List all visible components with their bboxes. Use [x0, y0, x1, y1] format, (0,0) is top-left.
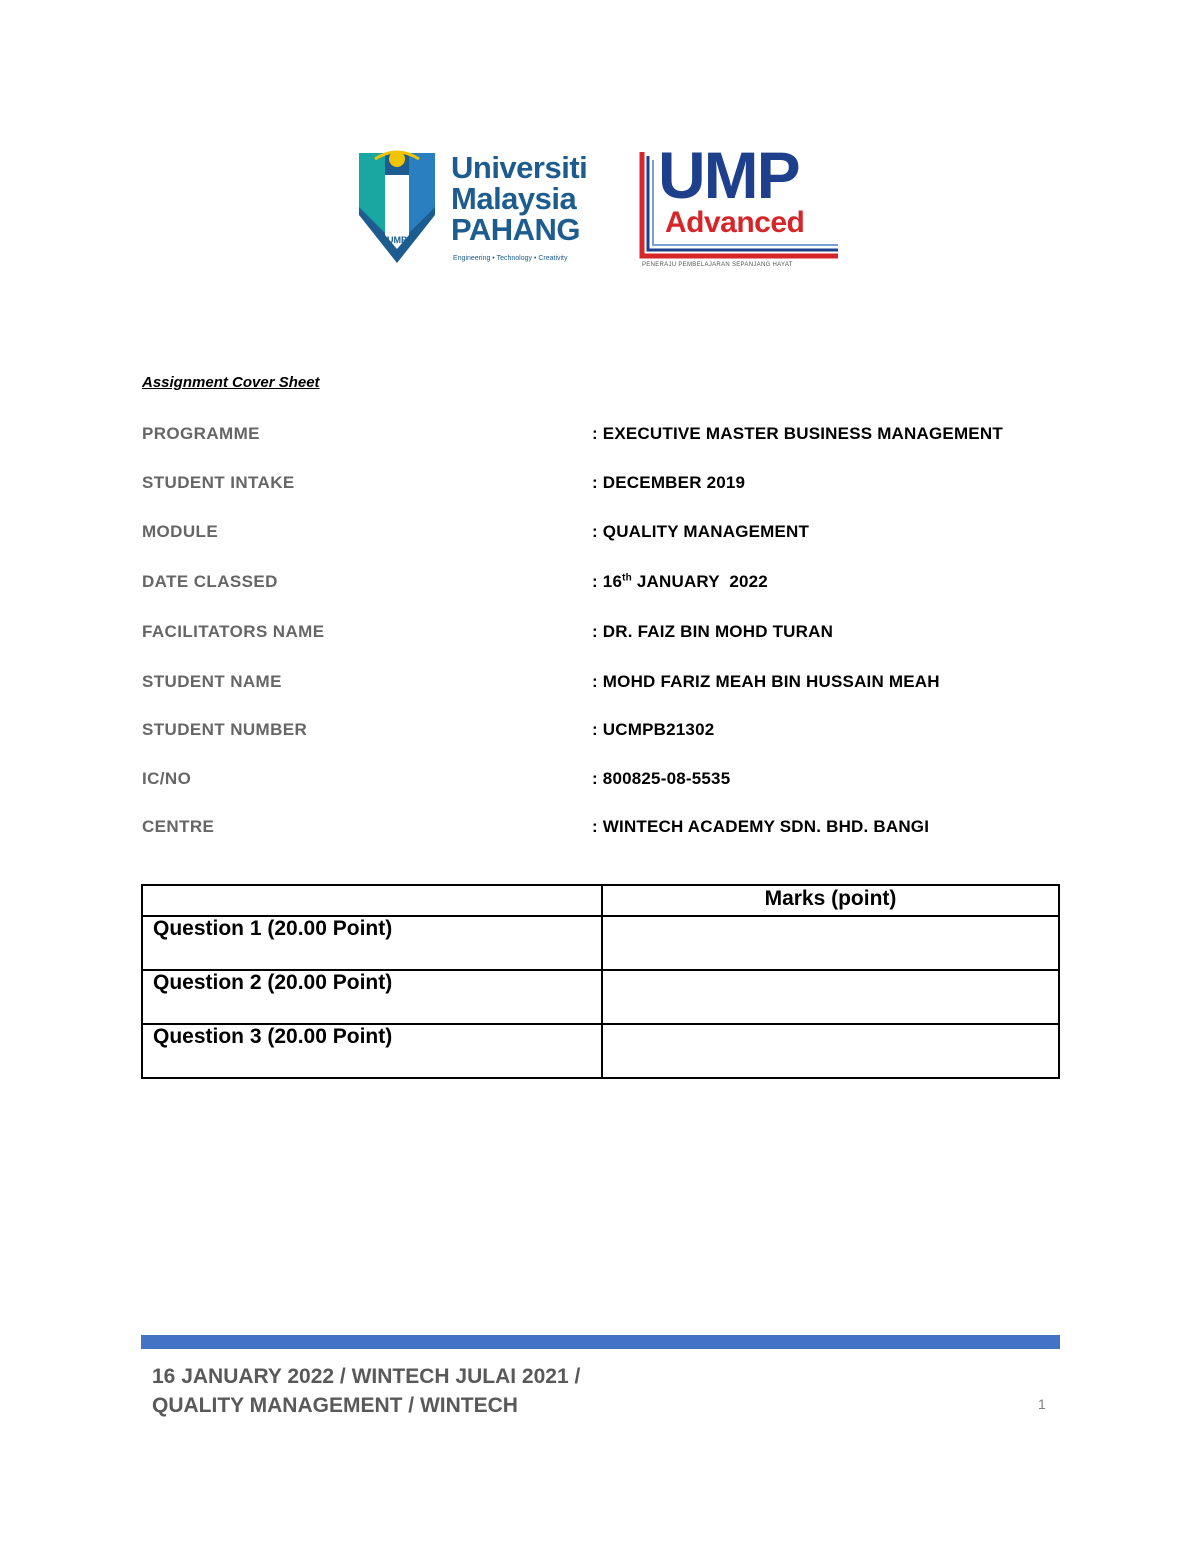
- field-value: : DR. FAIZ BIN MOHD TURAN: [592, 622, 834, 641]
- field-label: IC/NO: [142, 769, 192, 788]
- marks-cell: [602, 970, 1059, 1024]
- field-value: : UCMPB21302: [592, 720, 715, 739]
- footer-text: 16 JANUARY 2022 / WINTECH JULAI 2021 / QUALITY MANAGEMENT / WINTECH: [152, 1365, 581, 1417]
- marks-table: [141, 884, 1060, 1079]
- field-student-intake: [142, 473, 1062, 495]
- field-label: DATE CLASSED: [142, 572, 278, 591]
- table-row: [142, 916, 1059, 970]
- document-title: Assignment Cover Sheet: [142, 374, 320, 391]
- field-label: STUDENT NUMBER: [142, 720, 308, 739]
- question-cell: Question 1 (20.00 Point): [142, 916, 602, 970]
- ump-logo: [355, 140, 605, 270]
- field-value: : 800825-08-5535: [592, 769, 731, 788]
- header-logos: [355, 140, 845, 275]
- table-row: [142, 970, 1059, 1024]
- field-value: : 16th JANUARY 2022: [592, 572, 768, 591]
- svg-text:UMP: UMP: [387, 235, 407, 245]
- field-ic-no: [142, 769, 1062, 791]
- ump-advanced-logo: [638, 138, 848, 273]
- ump-tagline: Engineering • Technology • Creativity: [453, 255, 568, 262]
- field-student-name: [142, 672, 1062, 694]
- field-value: : DECEMBER 2019: [592, 473, 746, 492]
- footer-bar: [141, 1335, 1060, 1349]
- marks-header-blank: [142, 885, 602, 916]
- marks-header: Marks (point): [602, 885, 1059, 916]
- ump-advanced-ump-text: UMP: [658, 138, 799, 212]
- ump-name: [451, 152, 587, 245]
- table-row: [142, 1024, 1059, 1078]
- field-value: : EXECUTIVE MASTER BUSINESS MANAGEMENT: [592, 424, 1003, 443]
- field-student-number: [142, 720, 1062, 742]
- field-label: STUDENT INTAKE: [142, 473, 295, 492]
- field-date-classed: [142, 572, 1062, 594]
- ump-name-line3: PAHANG: [451, 212, 581, 247]
- field-centre: [142, 817, 1062, 839]
- ump-advanced-tagline: PENERAJU PEMBELAJARAN SEPANJANG HAYAT: [642, 262, 793, 268]
- ump-name-line1: Universiti: [451, 150, 588, 185]
- field-label: FACILITATORS NAME: [142, 622, 325, 641]
- ump-name-line2: Malaysia: [451, 181, 577, 216]
- field-facilitators-name: [142, 622, 1062, 644]
- field-label: MODULE: [142, 522, 219, 541]
- marks-cell: [602, 916, 1059, 970]
- question-cell: Question 3 (20.00 Point): [142, 1024, 602, 1078]
- marks-cell: [602, 1024, 1059, 1078]
- field-value: : MOHD FARIZ MEAH BIN HUSSAIN MEAH: [592, 672, 940, 691]
- marks-table-header: [142, 885, 1059, 916]
- field-module: [142, 522, 1062, 544]
- field-programme: [142, 424, 1062, 446]
- field-label: STUDENT NAME: [142, 672, 282, 691]
- page-number: 1: [1038, 1396, 1046, 1412]
- field-label: PROGRAMME: [142, 424, 260, 443]
- ump-advanced-advanced-text: Advanced: [665, 206, 805, 239]
- question-cell: Question 2 (20.00 Point): [142, 970, 602, 1024]
- field-value: : QUALITY MANAGEMENT: [592, 522, 810, 541]
- field-value: : WINTECH ACADEMY SDN. BHD. BANGI: [592, 817, 930, 836]
- field-label: CENTRE: [142, 817, 215, 836]
- ump-crest-icon: [355, 145, 439, 265]
